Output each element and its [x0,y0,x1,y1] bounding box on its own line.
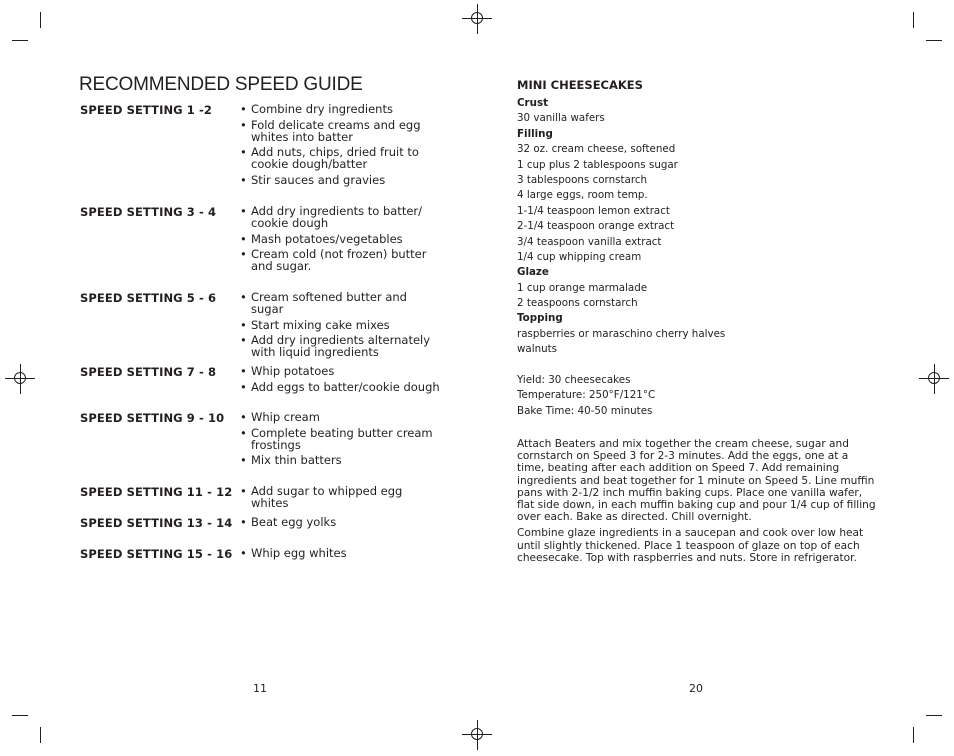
speed-items [240,365,440,396]
list-item: • Add eggs to batter/cookie dough [240,379,440,394]
ingredient-item: 1 cup plus 2 tablespoons sugar [517,158,678,171]
speed-items [240,291,440,362]
list-item: • Whip cream [240,410,320,424]
ingredient-item: 1/4 cup whipping cream [517,250,642,263]
ingredient-item: 2 teaspoons cornstarch [517,297,638,310]
list-item: • Beat egg yolks [240,515,337,529]
speed-items [240,205,440,276]
directions [517,438,877,568]
spacer [517,358,877,373]
ingredient-item: 30 vanilla wafers [517,112,605,125]
section-heading-crust: Crust [517,97,549,109]
speed-label: SPEED SETTING 13 - 14 [80,516,233,530]
list-item: • Mash potatoes/vegetables [240,231,403,246]
list-item: • Complete beating butter cream frostings [240,425,433,452]
section-heading-filling: Filling [517,127,553,140]
bake-time: Bake Time: 40-50 minutes [517,404,653,417]
ingredient-item: 3/4 teaspoon vanilla extract [517,235,662,248]
directions-paragraph: Attach Beaters and mix together the cream cheese, sugar and cornstarch on Speed 3 for 2-3 minutes. Add the eggs, one at a time, beating after each addition on Speed 7. Add remaining ingredients and beat together for 1 minute on Speed 5. Line muffin pans with 2-1/2 inch muffin baking cups. Place one vanilla wafer, flat side down, in each muffin baking cup and pour 1/4 cup of filling over each. Bake as directed. Chill overnight. [517,438,876,524]
speed-items [240,103,440,189]
speed-items [240,485,440,513]
ingredient-item: 1-1/4 teaspoon lemon extract [517,204,670,217]
list-item: • Add nuts, chips, dried fruit to cookie dough/batter [240,145,419,171]
speed-label: SPEED SETTING 5 - 6 [80,291,217,305]
speed-label: SPEED SETTING 3 - 4 [80,205,217,219]
ingredient-item: 4 large eggs, room temp. [517,189,648,202]
list-item: • Cream cold (not frozen) butter and sugar. [240,247,427,273]
list-item: • Stir sauces and gravies [240,172,386,187]
list-item: • Add dry ingredients alternately with liquid ingredients [240,333,431,359]
list-item: • Start mixing cake mixes [240,317,390,332]
directions-paragraph: Combine glaze ingredients in a saucepan and cook over low heat until slightly thickened. Place 1 teaspoon of glaze on top of each cheesecake. Top with raspberries and nuts. Store in refrigerator. [517,527,864,564]
speed-label: SPEED SETTING 1 -2 [80,103,212,117]
speed-label: SPEED SETTING 9 - 10 [80,411,225,425]
list-item: • Fold delicate creams and egg whites into batter [240,117,421,144]
section-heading-topping: Topping [517,312,563,325]
list-item: • Add sugar to whipped egg whites [240,484,403,510]
ingredient-item: walnuts [517,343,558,356]
list-item: • Combine dry ingredients [240,102,393,116]
ingredients [517,96,877,419]
speed-label: SPEED SETTING 11 - 12 [80,485,233,499]
speed-label: SPEED SETTING 15 - 16 [80,547,233,561]
ingredient-item: 1 cup orange marmalade [517,281,648,294]
recipe-title: MINI CHEESECAKES [517,78,643,92]
list-item: • Whip potatoes [240,364,335,378]
section-heading-glaze: Glaze [517,266,549,279]
list-item: • Mix thin batters [240,453,342,467]
page-number-left: 11 [253,682,267,695]
ingredient-item: 2-1/4 teaspoon orange extract [517,220,675,233]
ingredient-item: 32 oz. cream cheese, softened [517,143,676,156]
speed-items [240,547,440,563]
ingredient-item: 3 tablespoons cornstarch [517,173,648,186]
list-item: • Cream softened butter and sugar [240,290,407,316]
page-title: RECOMMENDED SPEED GUIDE [79,74,363,95]
list-item: • Whip egg whites [240,546,347,560]
speed-items [240,516,440,532]
speed-label: SPEED SETTING 7 - 8 [80,365,217,379]
speed-items [240,411,440,470]
bake-temperature: Temperature: 250°F/121°C [517,389,656,402]
page-number-right: 20 [689,682,703,695]
list-item: • Add dry ingredients to batter/ cookie dough [240,204,423,230]
recipe-yield: Yield: 30 cheesecakes [517,374,631,387]
ingredient-item: raspberries or maraschino cherry halves [517,327,726,340]
